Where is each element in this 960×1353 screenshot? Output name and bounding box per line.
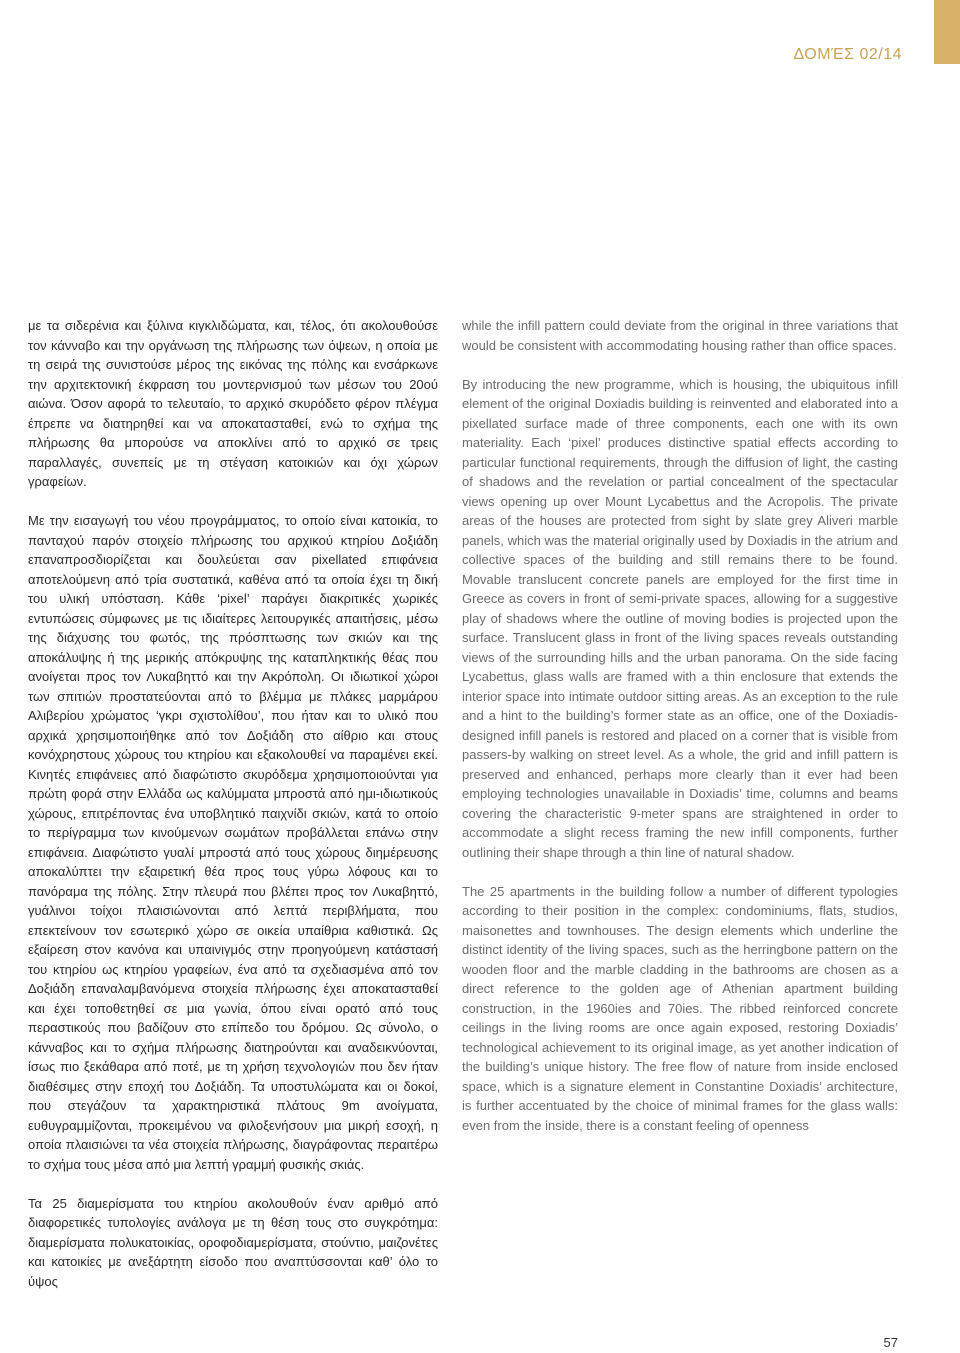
greek-paragraph: Τα 25 διαμερίσματα του κτηρίου ακολουθούν έναν αριθμό από διαφορετικές τυπολογίες ανάλογα με τη θέση τους στο συγκρότημα: διαμερίσματα πολυκατοικίας, οροφοδιαμερίσματα, στούντιο, μαιζονέτες και κατοικίες με ανεξάρτητη είσοδο που αναπτύσσονται καθ’ όλο το ύψος [28,1195,438,1289]
greek-paragraph: με τα σιδερένια και ξύλινα κιγκλιδώματα, και, τέλος, ότι ακολουθούσε τον κάνναβο και την οργάνωση της πλήρωσης των όψεων, η οποία με τη σειρά της συνιστούσε μέρος της εικόνας της πόλης και ενσάρκωνε την αρχιτεκτονική έκφραση του μοντερνισμού των μέσων του 20ού αιώνα. Όσον αφορά το τελευταίο, το αρχικό σκυρόδετο φέρον πλέγμα έπρεπε να διατηρηθεί και να αποκατασταθεί, ενώ το σχήμα της πλήρωσης θα μπορούσε να αποκλίνει από το αρχικό σε τρεις παραλλαγές, συνεπείς με τη στέγαση κατοικιών και όχι χώρων γραφείων. [28,318,438,489]
page-number: 57 [883,1335,898,1350]
english-text-column [462,316,898,1155]
running-header: ΔΟΜΈΣ 02/14 [793,46,902,63]
english-paragraph: while the infill pattern could deviate from the original in three variations that would be consistent with accommodating housing rather than office spaces. [462,318,898,353]
greek-text-column [28,316,438,1311]
greek-paragraph: Με την εισαγωγή του νέου προγράμματος, το οποίο είναι κατοικία, το πανταχού παρόν στοιχείο πλήρωσης του αρχικού κτηρίου Δοξιάδη επαναπροσδιορίζεται και δουλεύεται σαν pixellated επιφάνεια αποτελούμενη από τρία συστατικά, καθένα από τα οποία έχει τη δική του υλική υπόσταση. Κάθε ‘pixel’ παράγει διακριτικές χωρικές εντυπώσεις σύμφωνες με τις ιδιαίτερες λειτουργικές απαιτήσεις, μέσω της διάχυσης του φωτός, της πρόσπτωσης των σκιών και της αποκάλυψης ή της μερικής απόκρυψης της καταπληκτικής θέας που ανοίγεται προς τον Λυκαβηττό και την Ακρόπολη. Οι ιδιωτικοί χώροι των σπιτιών προστατεύονται από το βλέμμα με πλάκες μαρμάρου Αλιβερίου χρώματος ‘γκρι σχιστολίθου’, που ήταν και το υλικό που αρχικά χρησιμοποιήθηκε από τον Δοξιάδη στο αίθριο και στους κονόχρηστους χώρους του κτηρίου και εξακολουθεί να παραμένει εκεί. Κινητές επιφάνειες από διαφώτιστο σκυρόδεμα χρησιμοποιούνται για πρώτη φορά στην Ελλάδα ως καλύμματα μπροστά από ημι-ιδιωτικούς χώρους, επιτρέποντας ένα υποβλητικό παιχνίδι σκιών, κατά το οποίο το περίγραμμα των κινούμενων σωμάτων προβάλλεται επάνω στην επιφάνεια. Διαφώτιστο γυαλί μπροστά από τους χώρους διημέρευσης αποκαλύπτει την εξαιρετική θέα προς τους γύρω λόφους και το πανόραμα της πόλης. Στην πλευρά που βλέπει προς τον Λυκαβηττό, γυάλινοι τοίχοι πλαισιώνονται από λεπτά περιβλήματα, που επεκτείνουν τον εσωτερικό χώρο σε οικεία υπαίθρια καθιστικά. Ως εξαίρεση στον κανόνα και υπαινιγμός στην προηγούμενη κατάστασή του κτηρίου ως κτηρίου γραφείων, ένα από τα σχεδιασμένα από τον Δοξιάδη επαναλαμβανόμενα στοιχεία πλήρωσης έχει αποκατασταθεί και έχει τοποθετηθεί σε μια γωνία, όπου είναι ορατό από τους περαστικούς που βαδίζουν στο επίπεδο του δρόμου. Ως σύνολο, ο κάνναβος και το σχήμα πλήρωσης διατηρούνται και αναδεικνύονται, ίσως πιο ξεκάθαρα από ποτέ, με τη χρήση τεχνολογιών που δεν ήταν διαθέσιμες στην εποχή του Δοξιάδη. Τα υποστυλώματα και οι δοκοί, που στεγάζουν τα χαρακτηριστικά πλάτους 9m ανοίγματα, ευθυγραμμίζονται, προκειμένου να φιλοξενήσουν μια μικρή εσοχή, η οποία πλαισιώνει τα νέα στοιχεία πλήρωσης, διαγράφοντας περαιτέρω το σχήμα τους μέσα από μια λεπτή γραμμή φυσικής σκιάς. [28,513,438,1172]
section-color-tab [934,0,960,64]
english-paragraph: The 25 apartments in the building follow a number of different typologies according to their position in the complex: condominiums, flats, studios, maisonettes and townhouses. The design elements which underline the distinct identity of the living spaces, such as the herringbone pattern on the wooden floor and the marble cladding in the bathrooms are chosen as a direct reference to the golden age of Athenian apartment building construction, in the 1960ies and 70ies. The ribbed reinforced concrete ceilings in the living rooms are once again exposed, restoring Doxiadis’ technological achievement to its original image, as yet another indication of the building’s unique history. The free flow of nature from inside enclosed space, which is a signature element in Constantine Doxiadis’ architecture, is further accentuated by the choice of minimal frames for the glass walls: even from the inside, there is a constant feeling of openness [462,883,898,1133]
english-paragraph: By introducing the new programme, which is housing, the ubiquitous infill element of the original Doxiadis building is reinvented and elaborated into a pixellated surface made of three components, each one with its own materiality. Each ‘pixel’ produces distinctive spatial effects according to particular functional requirements, through the diffusion of light, the casting of shadows and the revelation or partial concealment of the spectacular views opening up over Mount Lycabettus and the Acropolis. The private areas of the houses are protected from sight by slate grey Aliveri marble panels, which was the material originally used by Doxiadis in the atrium and collective spaces of the building and still remains there to be found. Movable translucent concrete panels are employed for the first time in Greece as covers in front of semi-private spaces, allowing for a suggestive play of shadows where the outline of moving bodies is projected upon the surface. Translucent glass in front of the living spaces reveals outstanding views of the surrounding hills and the urban panorama. On the side facing Lycabettus, glass walls are framed with a thin enclosure that extends the interior space into intimate outdoor sitting areas. As an exception to the rule and a hint to the building’s former state as an office, one of the Doxiadis-designed infill panels is restored and placed on a corner that is visible from passers-by walking on street level. As a whole, the grid and infill pattern is preserved and enhanced, perhaps more clearly than it ever had been employing technologies unavailable in Doxiadis’ time, columns and beams covering the characteristic 9-meter spans are straightened in order to accommodate a slight recess framing the new infill components, further outlining their shape through a thin line of natural shadow. [462,376,898,860]
